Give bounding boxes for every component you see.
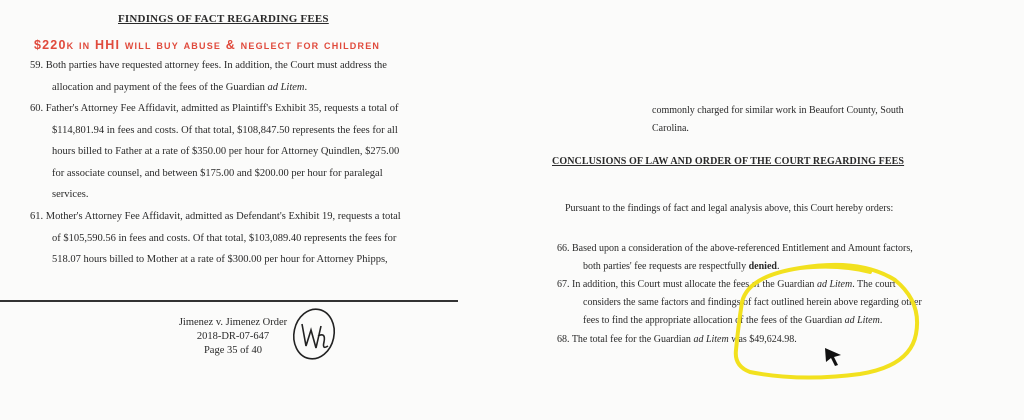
paragraph-60-line-3: hours billed to Father at a rate of $350.00 per hour for Attorney Quindlen, $275.00 bbox=[52, 146, 400, 158]
paragraph-68: 68. The total fee for the Guardian ad Litem was $49,624.98. bbox=[557, 334, 797, 345]
paragraph-61 bbox=[30, 206, 401, 271]
paragraph-60-line-5: services. bbox=[52, 189, 89, 201]
signature-icon bbox=[288, 306, 344, 362]
orders-intro: Pursuant to the findings of fact and legal analysis above, this Court hereby orders: bbox=[565, 203, 894, 214]
continuation-text bbox=[652, 102, 904, 138]
paragraph-59-line-1: 59. Both parties have requested attorney fees. In addition, the Court must address the bbox=[30, 60, 387, 71]
page-divider bbox=[0, 300, 458, 302]
continuation-line-2: Carolina. bbox=[652, 123, 689, 134]
paragraph-61-line-2: of $105,590.56 in fees and costs. Of that total, $103,089.40 represents the fees for bbox=[52, 232, 397, 244]
paragraph-67-line-2: considers the same factors and findings of fact outlined herein above regarding other bbox=[583, 297, 922, 308]
paragraph-61-line-3: 518.07 hours billed to Mother at a rate of $300.00 per hour for Attorney Phipps, bbox=[52, 254, 388, 266]
paragraph-66-line-1: 66. Based upon a consideration of the above-referenced Entitlement and Amount factors, bbox=[557, 243, 913, 254]
footer-docket: 2018-DR-07-647 bbox=[196, 331, 270, 342]
paragraph-61-line-1: 61. Mother's Attorney Fee Affidavit, admitted as Defendant's Exhibit 19, requests a total bbox=[30, 211, 401, 222]
paragraph-67-line-3: fees to find the appropriate allocation of the fees of the Guardian ad Litem. bbox=[583, 315, 883, 326]
continuation-line-1: commonly charged for similar work in Beaufort County, South bbox=[652, 105, 904, 116]
left-page bbox=[0, 0, 478, 420]
paragraph-60-line-2: $114,801.94 in fees and costs. Of that total, $108,847.50 represents the fees for all bbox=[52, 124, 398, 136]
paragraph-66-line-2: both parties' fee requests are respectfully denied. bbox=[583, 261, 780, 272]
paragraph-59-line-2: allocation and payment of the fees of the Guardian ad Litem. bbox=[52, 81, 308, 93]
page-footer bbox=[158, 316, 308, 358]
overlay-caption: $220k in HHI will buy abuse & neglect for children bbox=[34, 38, 381, 52]
right-page bbox=[535, 0, 1005, 420]
paragraph-60-line-1: 60. Father's Attorney Fee Affidavit, admitted as Plaintiff's Exhibit 35, requests a total of bbox=[30, 103, 399, 114]
cursor-arrow-icon bbox=[823, 346, 845, 368]
footer-case-name: Jimenez v. Jimenez Order bbox=[178, 317, 288, 328]
footer-page-number: Page 35 of 40 bbox=[203, 345, 263, 356]
paragraph-60-line-4: for associate counsel, and between $175.00 and $200.00 per hour for paralegal bbox=[52, 167, 383, 179]
conclusions-heading: CONCLUSIONS OF LAW AND ORDER OF THE COURT REGARDING FEES bbox=[552, 156, 905, 167]
findings-heading: FINDINGS OF FACT REGARDING FEES bbox=[118, 13, 329, 25]
paragraph-67-line-1: 67. In addition, this Court must allocate the fees of the Guardian ad Litem. The court bbox=[557, 279, 896, 290]
paragraph-59 bbox=[30, 55, 387, 98]
paragraph-60 bbox=[30, 98, 399, 206]
